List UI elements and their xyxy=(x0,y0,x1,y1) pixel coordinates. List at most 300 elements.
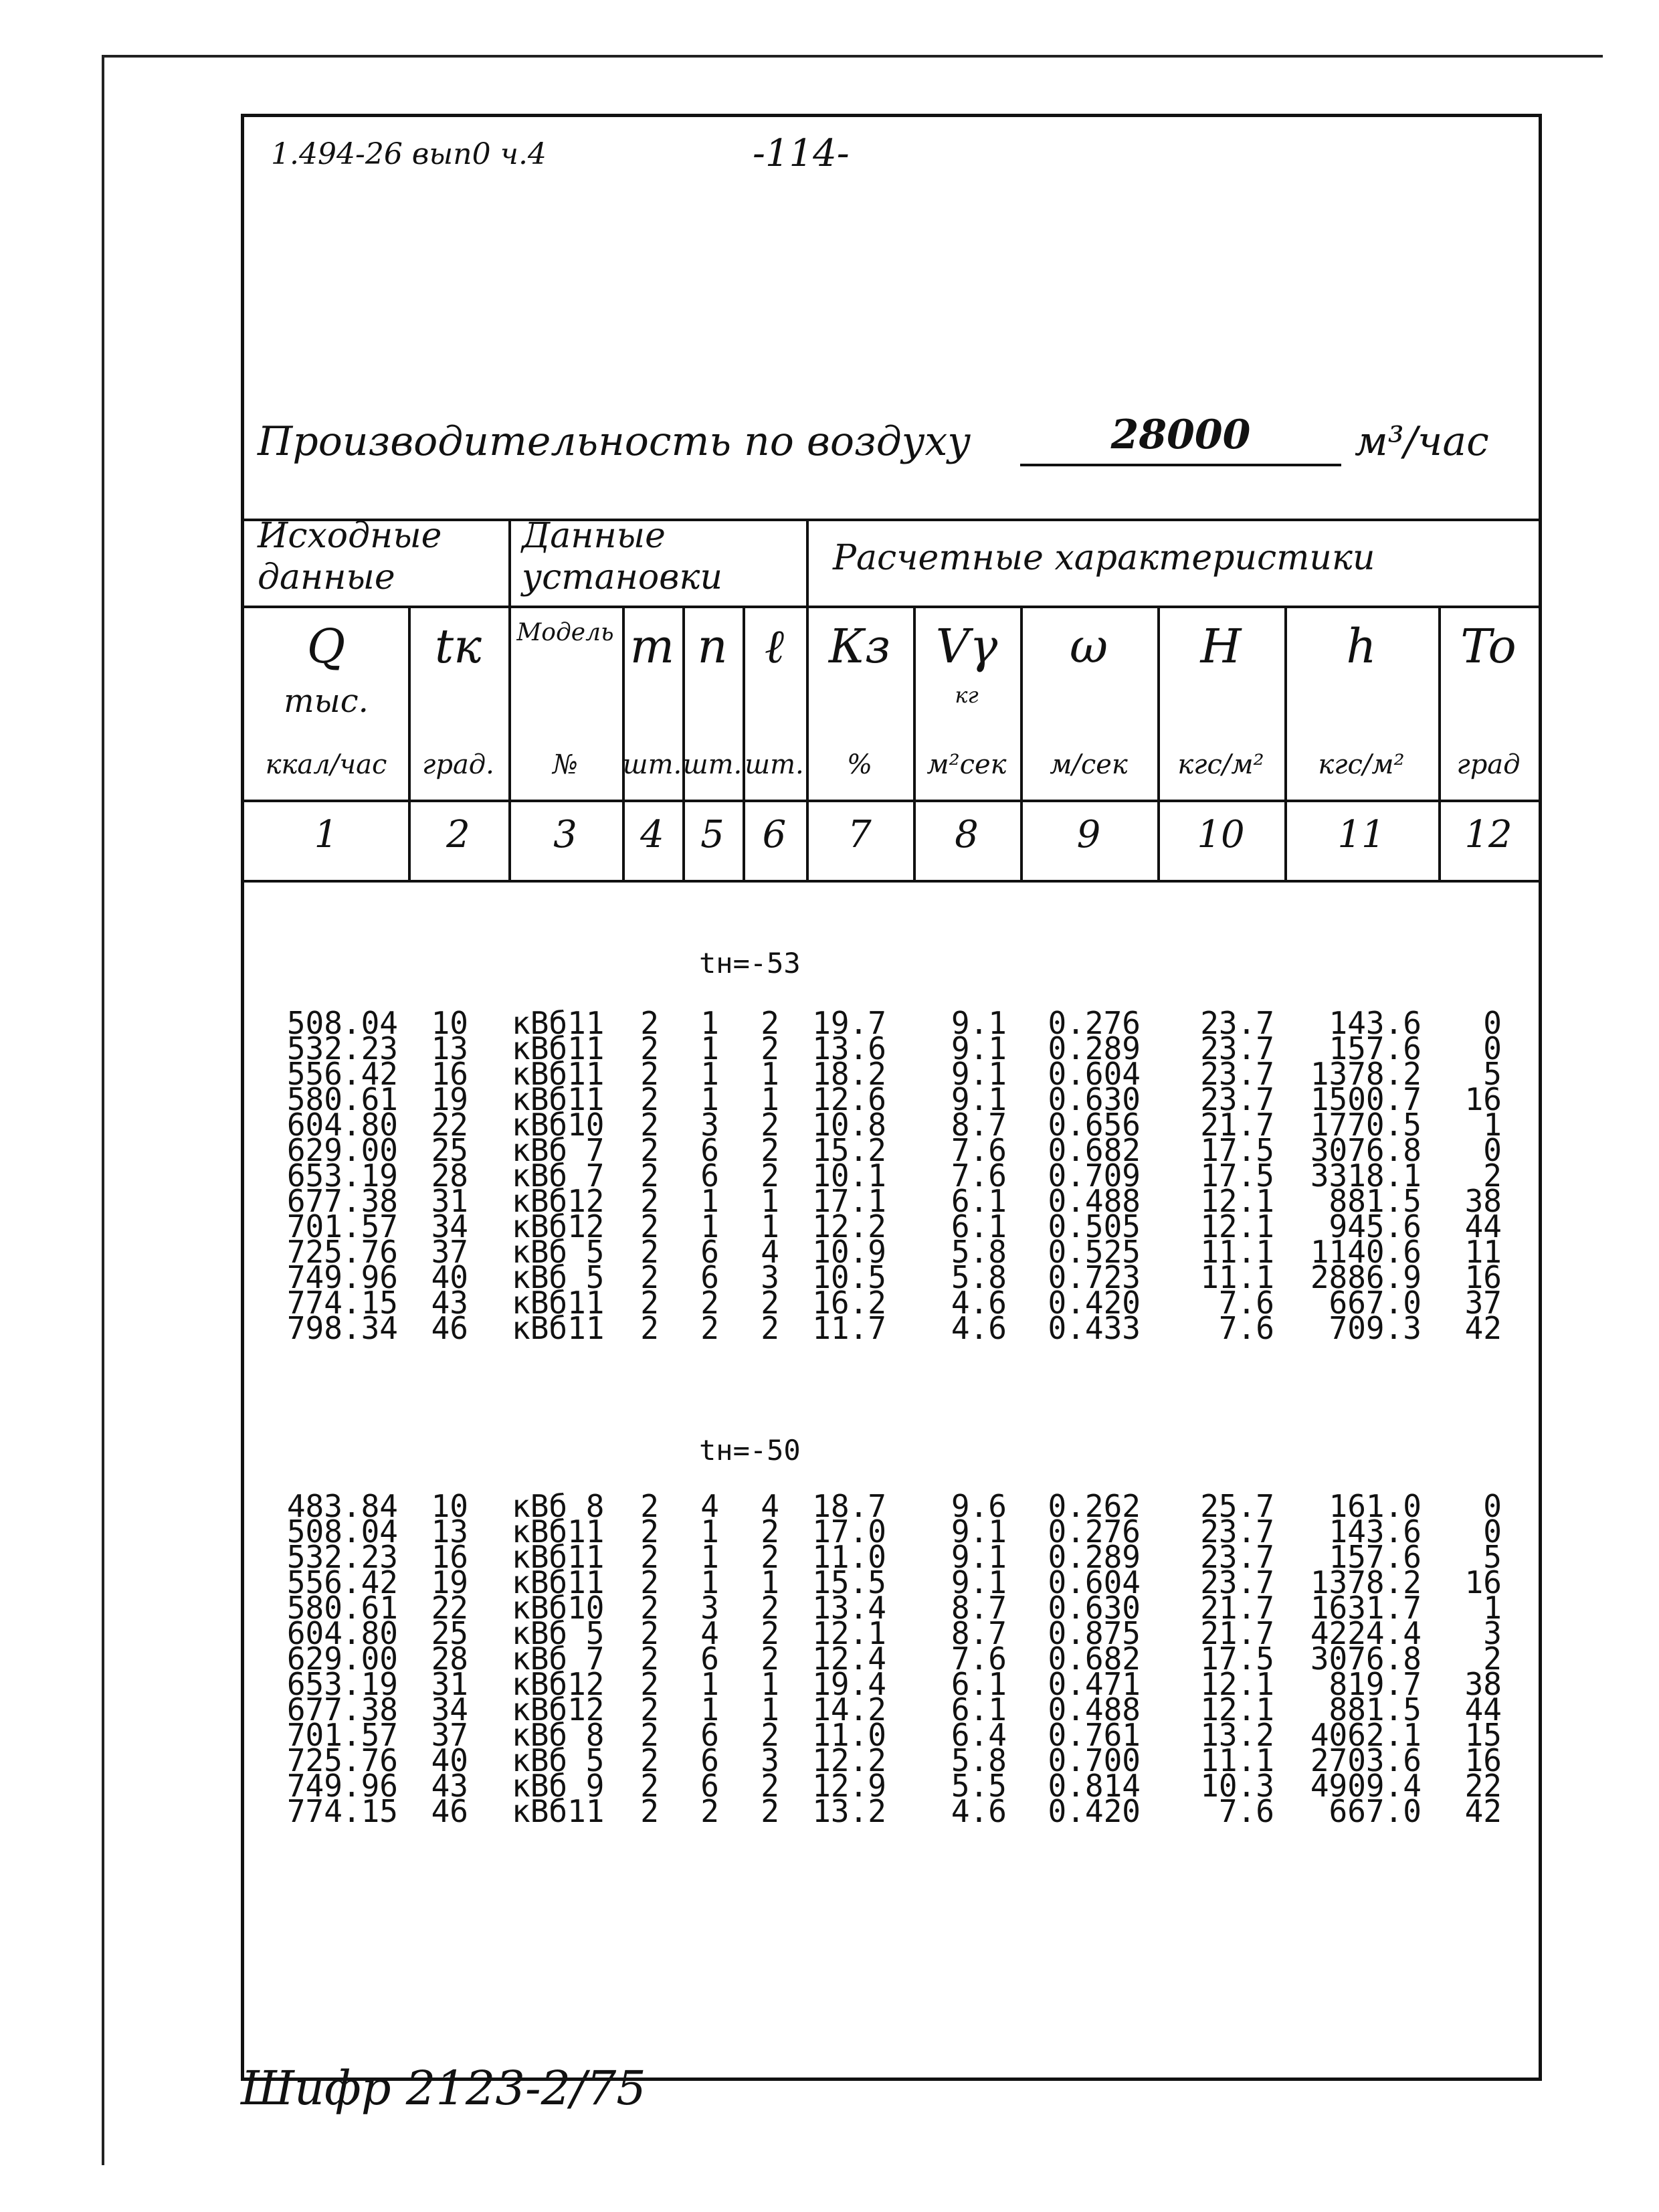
table-cell: 16 xyxy=(431,1539,468,1575)
table-cell: 1378.2 xyxy=(1310,1564,1422,1600)
table-cell: 4224.4 xyxy=(1310,1615,1422,1651)
table-cell: 604.80 xyxy=(286,1615,398,1651)
table-cell: 2 xyxy=(640,1310,659,1346)
table-cell: 1 xyxy=(700,1183,719,1219)
table-cell: 9.1 xyxy=(951,1081,1007,1117)
table-cell: 3 xyxy=(700,1107,719,1143)
table-cell: 0.505 xyxy=(1048,1208,1141,1245)
table-cell: 11.0 xyxy=(812,1717,886,1753)
table-cell: 5.5 xyxy=(951,1768,1007,1804)
airflow-unit: м³/час xyxy=(1355,418,1489,465)
table-cell: 16 xyxy=(1464,1259,1502,1295)
table-cell: 11.1 xyxy=(1200,1234,1274,1270)
table-cell: 6 xyxy=(700,1768,719,1804)
table-cell: 819.7 xyxy=(1329,1666,1422,1702)
table-cell: 1 xyxy=(1483,1107,1502,1143)
column-unit: град xyxy=(1456,749,1521,780)
table-cell: 2 xyxy=(700,1285,719,1321)
table-cell: 532.23 xyxy=(286,1030,398,1067)
table-cell: 10.8 xyxy=(812,1107,886,1143)
table-cell: 44 xyxy=(1464,1208,1502,1245)
table-cell: кВб 7 xyxy=(512,1132,605,1168)
table-cell: 15.5 xyxy=(812,1564,886,1600)
table-cell: 2 xyxy=(1483,1158,1502,1194)
table-cell: 14.2 xyxy=(812,1691,886,1728)
table-cell: кВб 8 xyxy=(512,1717,605,1753)
table-cell: 25.7 xyxy=(1200,1488,1274,1524)
column-symbol: Q xyxy=(306,619,346,674)
table-row xyxy=(244,1310,1539,1346)
table-cell: 508.04 xyxy=(286,1513,398,1550)
table-cell: 23.7 xyxy=(1200,1056,1274,1092)
column-number: 8 xyxy=(955,813,979,856)
table-cell: 945.6 xyxy=(1329,1208,1422,1245)
table-cell: 0.289 xyxy=(1048,1030,1141,1067)
table-cell: 0.488 xyxy=(1048,1183,1141,1219)
table-cell: 483.84 xyxy=(286,1488,398,1524)
column-sub: тыс. xyxy=(284,682,369,720)
table-cell: 2 xyxy=(640,1641,659,1677)
section-label: tн=-50 xyxy=(699,1434,801,1467)
table-cell: 2 xyxy=(640,1285,659,1321)
table-cell: 0.723 xyxy=(1048,1259,1141,1295)
table-cell: 1 xyxy=(761,1056,779,1092)
table-cell: 12.2 xyxy=(812,1208,886,1245)
table-cell: 2 xyxy=(640,1081,659,1117)
table-cell: 653.19 xyxy=(286,1666,398,1702)
data-block xyxy=(244,1488,1539,1829)
table-cell: 12.9 xyxy=(812,1768,886,1804)
table-cell: 2 xyxy=(640,1030,659,1067)
table-cell: 1 xyxy=(700,1081,719,1117)
table-row xyxy=(244,1793,1539,1829)
table-cell: 2 xyxy=(761,1768,779,1804)
table-cell: 0.604 xyxy=(1048,1056,1141,1092)
table-cell: 157.6 xyxy=(1329,1539,1422,1575)
table-cell: 19 xyxy=(431,1564,468,1600)
column-number: 10 xyxy=(1197,813,1245,856)
table-cell: 2 xyxy=(761,1539,779,1575)
table-cell: 0.525 xyxy=(1048,1234,1141,1270)
table-cell: 0.488 xyxy=(1048,1691,1141,1728)
table-cell: 46 xyxy=(431,1793,468,1829)
table-cell: кВб11 xyxy=(512,1793,605,1829)
section-label: tн=-53 xyxy=(699,947,801,980)
table-cell: 19.4 xyxy=(812,1666,886,1702)
table-cell: 25 xyxy=(431,1615,468,1651)
table-cell: 12.2 xyxy=(812,1742,886,1778)
table-cell: 44 xyxy=(1464,1691,1502,1728)
table-cell: 2 xyxy=(640,1590,659,1626)
column-unit: м²сек xyxy=(926,749,1007,780)
column-unit: шт. xyxy=(682,749,743,780)
table-cell: 18.7 xyxy=(812,1488,886,1524)
column-symbol: To xyxy=(1460,619,1517,674)
column-unit: кгс/м² xyxy=(1177,749,1264,780)
table-cell: 1 xyxy=(700,1666,719,1702)
table-cell: 18.2 xyxy=(812,1056,886,1092)
table-cell: 2 xyxy=(640,1793,659,1829)
column-symbol: H xyxy=(1200,619,1242,674)
table-cell: 42 xyxy=(1464,1310,1502,1346)
table-cell: 9.6 xyxy=(951,1488,1007,1524)
table-cell: 6 xyxy=(700,1742,719,1778)
table-cell: 2 xyxy=(640,1768,659,1804)
table-cell: 12.6 xyxy=(812,1081,886,1117)
column-symbol: m xyxy=(629,619,675,674)
table-cell: 5.8 xyxy=(951,1259,1007,1295)
table-cell: 6 xyxy=(700,1158,719,1194)
table-cell: 22 xyxy=(431,1107,468,1143)
table-cell: 37 xyxy=(1464,1285,1502,1321)
airflow-label: Производительность по воздуху xyxy=(258,418,971,465)
table-cell: 11.7 xyxy=(812,1310,886,1346)
table-cell: 2 xyxy=(761,1107,779,1143)
table-cell: 2 xyxy=(700,1793,719,1829)
column-number: 1 xyxy=(314,813,338,856)
table-cell: 12.1 xyxy=(1200,1691,1274,1728)
table-cell: 2 xyxy=(640,1564,659,1600)
table-cell: 0.420 xyxy=(1048,1285,1141,1321)
table-cell: 6.1 xyxy=(951,1666,1007,1702)
table-cell: 1 xyxy=(700,1030,719,1067)
table-cell: 1 xyxy=(761,1081,779,1117)
table-cell: 7.6 xyxy=(951,1132,1007,1168)
table-cell: 667.0 xyxy=(1329,1285,1422,1321)
table-cell: 16.2 xyxy=(812,1285,886,1321)
table-cell: 11.1 xyxy=(1200,1742,1274,1778)
table-cell: 2 xyxy=(640,1005,659,1041)
table-cell: 25 xyxy=(431,1132,468,1168)
table-cell: 2 xyxy=(761,1641,779,1677)
table-cell: 5.8 xyxy=(951,1234,1007,1270)
table-cell: 12.1 xyxy=(812,1615,886,1651)
table-cell: 556.42 xyxy=(286,1056,398,1092)
table-cell: 2 xyxy=(640,1717,659,1753)
table-cell: кВб12 xyxy=(512,1691,605,1728)
table-cell: 42 xyxy=(1464,1793,1502,1829)
table-cell: 5 xyxy=(1483,1056,1502,1092)
column-unit: % xyxy=(846,749,872,780)
table-cell: кВб 7 xyxy=(512,1641,605,1677)
table-cell: 701.57 xyxy=(286,1208,398,1245)
table-cell: 7.6 xyxy=(1218,1793,1274,1829)
airflow-title xyxy=(258,411,1529,478)
table-cell: 2 xyxy=(1483,1641,1502,1677)
table-cell: 4 xyxy=(761,1234,779,1270)
table-cell: 1770.5 xyxy=(1310,1107,1422,1143)
table-cell: 1 xyxy=(1483,1590,1502,1626)
column-number: 12 xyxy=(1464,813,1512,856)
table-cell: 798.34 xyxy=(286,1310,398,1346)
table-cell: 43 xyxy=(431,1285,468,1321)
table-cell: 17.5 xyxy=(1200,1158,1274,1194)
table-cell: 34 xyxy=(431,1208,468,1245)
table-cell: 10 xyxy=(431,1488,468,1524)
table-cell: 9.1 xyxy=(951,1030,1007,1067)
table-cell: 2 xyxy=(761,1615,779,1651)
table-cell: 749.96 xyxy=(286,1259,398,1295)
page-number: -114- xyxy=(753,132,850,175)
table-cell: 677.38 xyxy=(286,1691,398,1728)
table-cell: 23.7 xyxy=(1200,1513,1274,1550)
table-cell: 677.38 xyxy=(286,1183,398,1219)
table-cell: 9.1 xyxy=(951,1564,1007,1600)
table-cell: 1 xyxy=(700,1513,719,1550)
table-cell: 15 xyxy=(1464,1717,1502,1753)
table-cell: 0.276 xyxy=(1048,1005,1141,1041)
table-cell: 7.6 xyxy=(951,1158,1007,1194)
table-cell: 1 xyxy=(761,1208,779,1245)
table-cell: 1 xyxy=(700,1691,719,1728)
table-cell: 7.6 xyxy=(951,1641,1007,1677)
table-cell: 0.761 xyxy=(1048,1717,1141,1753)
table-cell: 23.7 xyxy=(1200,1030,1274,1067)
table-cell: 31 xyxy=(431,1666,468,1702)
table-cell: 2 xyxy=(640,1742,659,1778)
table-cell: 3 xyxy=(700,1590,719,1626)
table-cell: 1140.6 xyxy=(1310,1234,1422,1270)
table-cell: 2 xyxy=(761,1285,779,1321)
table-cell: 508.04 xyxy=(286,1005,398,1041)
table-cell: 1 xyxy=(761,1666,779,1702)
table-cell: 161.0 xyxy=(1329,1488,1422,1524)
table-cell: 40 xyxy=(431,1259,468,1295)
document-reference: 1.494-26 вып0 ч.4 xyxy=(271,137,547,171)
table-cell: 2 xyxy=(640,1208,659,1245)
table-cell: 6.1 xyxy=(951,1691,1007,1728)
column-unit: ккал/час xyxy=(265,749,387,780)
table-cell: кВб 8 xyxy=(512,1488,605,1524)
table-cell: 725.76 xyxy=(286,1234,398,1270)
table-cell: кВб11 xyxy=(512,1056,605,1092)
table-cell: 6 xyxy=(700,1717,719,1753)
table-cell: 10 xyxy=(431,1005,468,1041)
table-cell: 0.656 xyxy=(1048,1107,1141,1143)
table-cell: кВб10 xyxy=(512,1107,605,1143)
table-cell: 10.3 xyxy=(1200,1768,1274,1804)
column-symbol: tк xyxy=(435,619,482,674)
table-cell: 13.2 xyxy=(1200,1717,1274,1753)
airflow-value: 28000 xyxy=(1020,411,1341,466)
table-cell: 11.0 xyxy=(812,1539,886,1575)
table-cell: 4909.4 xyxy=(1310,1768,1422,1804)
table-cell: 21.7 xyxy=(1200,1590,1274,1626)
table-cell: 5.8 xyxy=(951,1742,1007,1778)
table-cell: 15.2 xyxy=(812,1132,886,1168)
table-cell: 9.1 xyxy=(951,1513,1007,1550)
table-cell: 2 xyxy=(761,1590,779,1626)
table-cell: 28 xyxy=(431,1641,468,1677)
table-cell: 11.1 xyxy=(1200,1259,1274,1295)
table-cell: кВб 5 xyxy=(512,1259,605,1295)
table-cell: 4062.1 xyxy=(1310,1717,1422,1753)
table-cell: кВб11 xyxy=(512,1310,605,1346)
table-cell: 23.7 xyxy=(1200,1539,1274,1575)
table-cell: кВб11 xyxy=(512,1564,605,1600)
table-cell: 2 xyxy=(640,1615,659,1651)
table-cell: 0 xyxy=(1483,1488,1502,1524)
column-sub: кг xyxy=(955,682,979,708)
table-cell: 2 xyxy=(640,1132,659,1168)
table-cell: 16 xyxy=(1464,1742,1502,1778)
table-cell: 10.5 xyxy=(812,1259,886,1295)
table-cell: 0.471 xyxy=(1048,1666,1141,1702)
table-cell: 580.61 xyxy=(286,1081,398,1117)
table-cell: 46 xyxy=(431,1310,468,1346)
table-cell: 774.15 xyxy=(286,1793,398,1829)
table-cell: 2 xyxy=(761,1132,779,1168)
table-cell: 12.1 xyxy=(1200,1208,1274,1245)
table-cell: 2 xyxy=(761,1793,779,1829)
table-cell: 17.5 xyxy=(1200,1641,1274,1677)
table-cell: кВб11 xyxy=(512,1030,605,1067)
table-cell: 3 xyxy=(761,1259,779,1295)
table-cell: 3076.8 xyxy=(1310,1641,1422,1677)
table-cell: 0 xyxy=(1483,1132,1502,1168)
table-cell: 2 xyxy=(761,1717,779,1753)
table-cell: 38 xyxy=(1464,1666,1502,1702)
table-cell: 2886.9 xyxy=(1310,1259,1422,1295)
table-cell: 37 xyxy=(431,1234,468,1270)
table-cell: кВб 7 xyxy=(512,1158,605,1194)
table-cell: 4.6 xyxy=(951,1793,1007,1829)
table-cell: 22 xyxy=(431,1590,468,1626)
table-cell: 17.5 xyxy=(1200,1132,1274,1168)
table-cell: 12.1 xyxy=(1200,1183,1274,1219)
table-cell: 23.7 xyxy=(1200,1081,1274,1117)
table-cell: 23.7 xyxy=(1200,1005,1274,1041)
column-unit: кгс/м² xyxy=(1318,749,1405,780)
table-cell: 13.6 xyxy=(812,1030,886,1067)
table-cell: 0.289 xyxy=(1048,1539,1141,1575)
table-cell: 4.6 xyxy=(951,1310,1007,1346)
table-cell: кВб11 xyxy=(512,1285,605,1321)
table-cell: 2 xyxy=(640,1513,659,1550)
column-number: 2 xyxy=(446,813,470,856)
table-cell: 6 xyxy=(700,1641,719,1677)
table-cell: 5 xyxy=(1483,1539,1502,1575)
table-cell: 10.9 xyxy=(812,1234,886,1270)
column-symbol: ℓ xyxy=(764,619,785,674)
table-cell: 0.420 xyxy=(1048,1793,1141,1829)
table-cell: 8.7 xyxy=(951,1590,1007,1626)
table-cell: 2 xyxy=(640,1158,659,1194)
table-cell: 13.2 xyxy=(812,1793,886,1829)
table-cell: 9.1 xyxy=(951,1056,1007,1092)
table-cell: 0.262 xyxy=(1048,1488,1141,1524)
table-cell: 17.1 xyxy=(812,1183,886,1219)
table-cell: 3318.1 xyxy=(1310,1158,1422,1194)
table-cell: 4.6 xyxy=(951,1285,1007,1321)
table-cell: 143.6 xyxy=(1329,1005,1422,1041)
table-cell: 532.23 xyxy=(286,1539,398,1575)
table-cell: 4 xyxy=(761,1488,779,1524)
table-cell: кВб11 xyxy=(512,1539,605,1575)
table-cell: 6 xyxy=(700,1132,719,1168)
table-cell: 9.1 xyxy=(951,1005,1007,1041)
table-cell: 0.875 xyxy=(1048,1615,1141,1651)
table-cell: 8.7 xyxy=(951,1615,1007,1651)
table-cell: кВб12 xyxy=(512,1208,605,1245)
group-calculated: Расчетные характеристики xyxy=(833,538,1375,578)
table-cell: 0.709 xyxy=(1048,1158,1141,1194)
table-cell: 10.1 xyxy=(812,1158,886,1194)
column-unit: № xyxy=(553,749,578,780)
table-cell: 2 xyxy=(640,1488,659,1524)
table-cell: 6.4 xyxy=(951,1717,1007,1753)
table-cell: 43 xyxy=(431,1768,468,1804)
table-cell: 143.6 xyxy=(1329,1513,1422,1550)
table-cell: кВб11 xyxy=(512,1005,605,1041)
table-cell: 2 xyxy=(640,1056,659,1092)
table-cell: 1 xyxy=(700,1539,719,1575)
table-cell: 3076.8 xyxy=(1310,1132,1422,1168)
table-cell: 2 xyxy=(761,1005,779,1041)
table-cell: кВб 9 xyxy=(512,1768,605,1804)
table-cell: кВб11 xyxy=(512,1081,605,1117)
table-cell: 0.630 xyxy=(1048,1081,1141,1117)
group-installation: Данные установки xyxy=(522,516,722,597)
table-cell: 4 xyxy=(700,1615,719,1651)
table-cell: 1378.2 xyxy=(1310,1056,1422,1092)
table-cell: 1 xyxy=(700,1564,719,1600)
table-cell: 157.6 xyxy=(1329,1030,1422,1067)
table-cell: 0 xyxy=(1483,1513,1502,1550)
table-cell: 7.6 xyxy=(1218,1285,1274,1321)
table-cell: 16 xyxy=(1464,1081,1502,1117)
table-cell: 701.57 xyxy=(286,1717,398,1753)
table-cell: 31 xyxy=(431,1183,468,1219)
table-cell: 0.630 xyxy=(1048,1590,1141,1626)
table-cell: 709.3 xyxy=(1329,1310,1422,1346)
table-cell: 40 xyxy=(431,1742,468,1778)
table-cell: 12.4 xyxy=(812,1641,886,1677)
table-cell: 0.682 xyxy=(1048,1132,1141,1168)
table-cell: 0.700 xyxy=(1048,1742,1141,1778)
column-unit: град. xyxy=(422,749,494,780)
table-cell: 653.19 xyxy=(286,1158,398,1194)
table-cell: 881.5 xyxy=(1329,1691,1422,1728)
table-cell: 774.15 xyxy=(286,1285,398,1321)
table-cell: 725.76 xyxy=(286,1742,398,1778)
table-cell: 28 xyxy=(431,1158,468,1194)
table-cell: 8.7 xyxy=(951,1107,1007,1143)
column-number: 11 xyxy=(1337,813,1385,856)
column-symbol: Кз xyxy=(828,619,891,674)
cipher-code: Шифр 2123-2/75 xyxy=(241,2061,646,2116)
table-cell: 667.0 xyxy=(1329,1793,1422,1829)
table-cell: 0.604 xyxy=(1048,1564,1141,1600)
column-symbol: h xyxy=(1346,619,1377,674)
table-cell: 23.7 xyxy=(1200,1564,1274,1600)
table-cell: 2 xyxy=(700,1310,719,1346)
table-cell: 1 xyxy=(700,1056,719,1092)
group-source: Исходные данные xyxy=(258,516,442,597)
table-cell: 0.682 xyxy=(1048,1641,1141,1677)
column-number: 3 xyxy=(553,813,577,856)
table-cell: 556.42 xyxy=(286,1564,398,1600)
column-unit: шт. xyxy=(745,749,804,780)
table-cell: 9.1 xyxy=(951,1539,1007,1575)
column-symbol: Vγ xyxy=(935,619,998,674)
document-sheet xyxy=(241,114,1542,2081)
table-cell: 2 xyxy=(761,1310,779,1346)
column-unit: шт. xyxy=(622,749,682,780)
table-cell: кВб12 xyxy=(512,1666,605,1702)
column-number: 6 xyxy=(762,813,787,856)
table-cell: 13 xyxy=(431,1030,468,1067)
